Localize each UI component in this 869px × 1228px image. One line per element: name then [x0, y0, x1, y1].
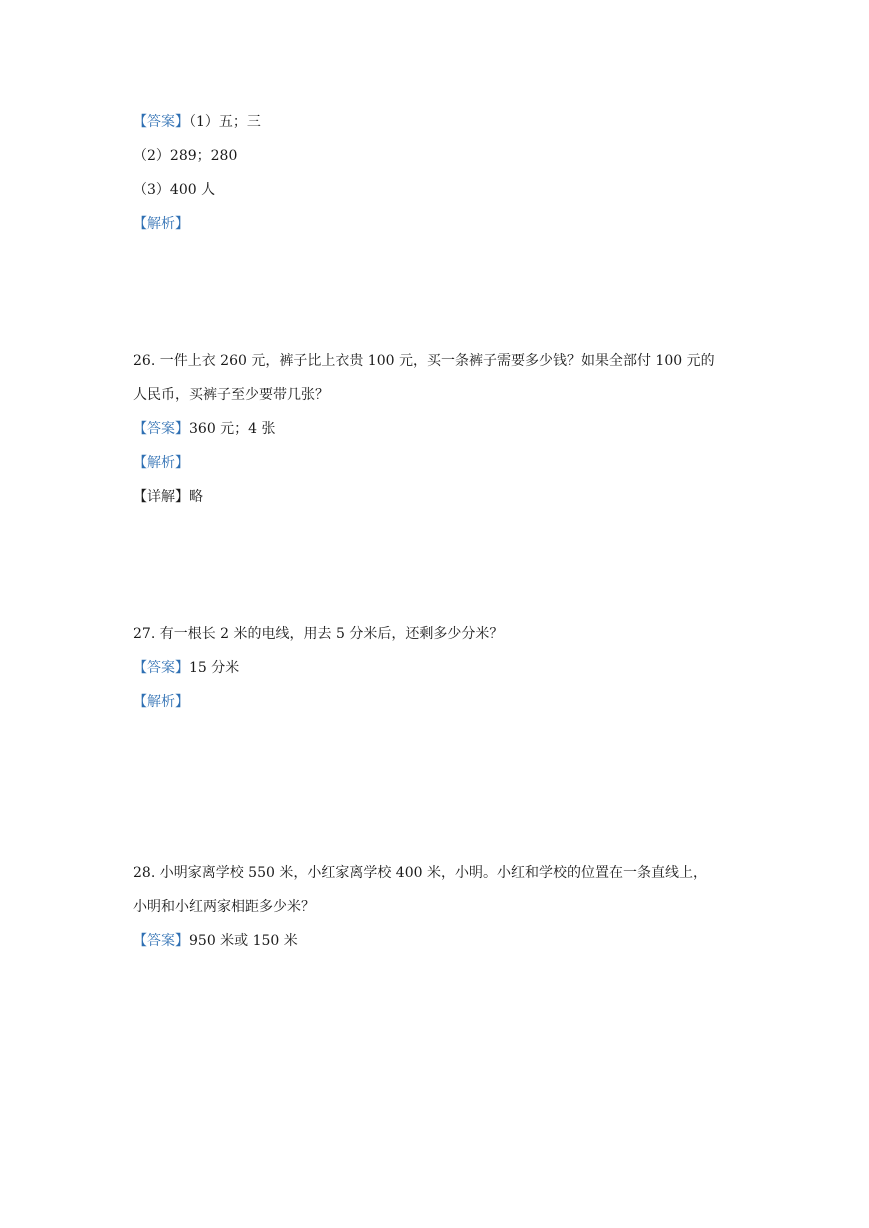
answer-label: 【答案】 — [133, 421, 189, 437]
answer-text: 950 米或 150 米 — [189, 933, 298, 949]
question-26-line2 — [133, 386, 329, 404]
answer-row-26 — [133, 420, 276, 438]
answer-label: 【答案】 — [133, 933, 189, 949]
answer-row-25-part3 — [133, 181, 215, 199]
question-text: 26. 一件上衣 260 元，裤子比上衣贵 100 元，买一条裤子需要多少钱？如果全部付 100 元的 — [133, 353, 715, 369]
question-text: 小明和小红两家相距多少米？ — [133, 899, 315, 915]
question-text: 28. 小明家离学校 550 米，小红家离学校 400 米，小明。小红和学校的位置在一条直线上， — [133, 865, 707, 881]
analysis-row-27 — [133, 693, 189, 711]
answer-row-27 — [133, 659, 239, 677]
question-28-line1 — [133, 864, 707, 882]
analysis-label: 【解析】 — [133, 216, 189, 232]
answer-row-25-part2 — [133, 147, 237, 165]
analysis-label: 【解析】 — [133, 694, 189, 710]
question-26-line1 — [133, 352, 715, 370]
answer-row-25-part1 — [133, 113, 261, 131]
analysis-row-25 — [133, 215, 189, 233]
answer-text: （1）五；三 — [189, 114, 261, 130]
answer-text: 360 元；4 张 — [189, 421, 276, 437]
detail-row-26 — [133, 488, 203, 506]
detail-text: 略 — [189, 489, 203, 505]
answer-row-28 — [133, 932, 298, 950]
answer-label: 【答案】 — [133, 114, 189, 130]
analysis-label: 【解析】 — [133, 455, 189, 471]
question-28-line2 — [133, 898, 315, 916]
answer-label: 【答案】 — [133, 660, 189, 676]
question-text: 人民币，买裤子至少要带几张？ — [133, 387, 329, 403]
detail-label: 【详解】 — [133, 489, 189, 505]
question-27 — [133, 625, 503, 643]
answer-text: （3）400 人 — [133, 182, 216, 198]
answer-text: （2）289；280 — [133, 148, 238, 164]
answer-text: 15 分米 — [189, 660, 240, 676]
question-text: 27. 有一根长 2 米的电线，用去 5 分米后，还剩多少分米？ — [133, 626, 504, 642]
analysis-row-26 — [133, 454, 189, 472]
